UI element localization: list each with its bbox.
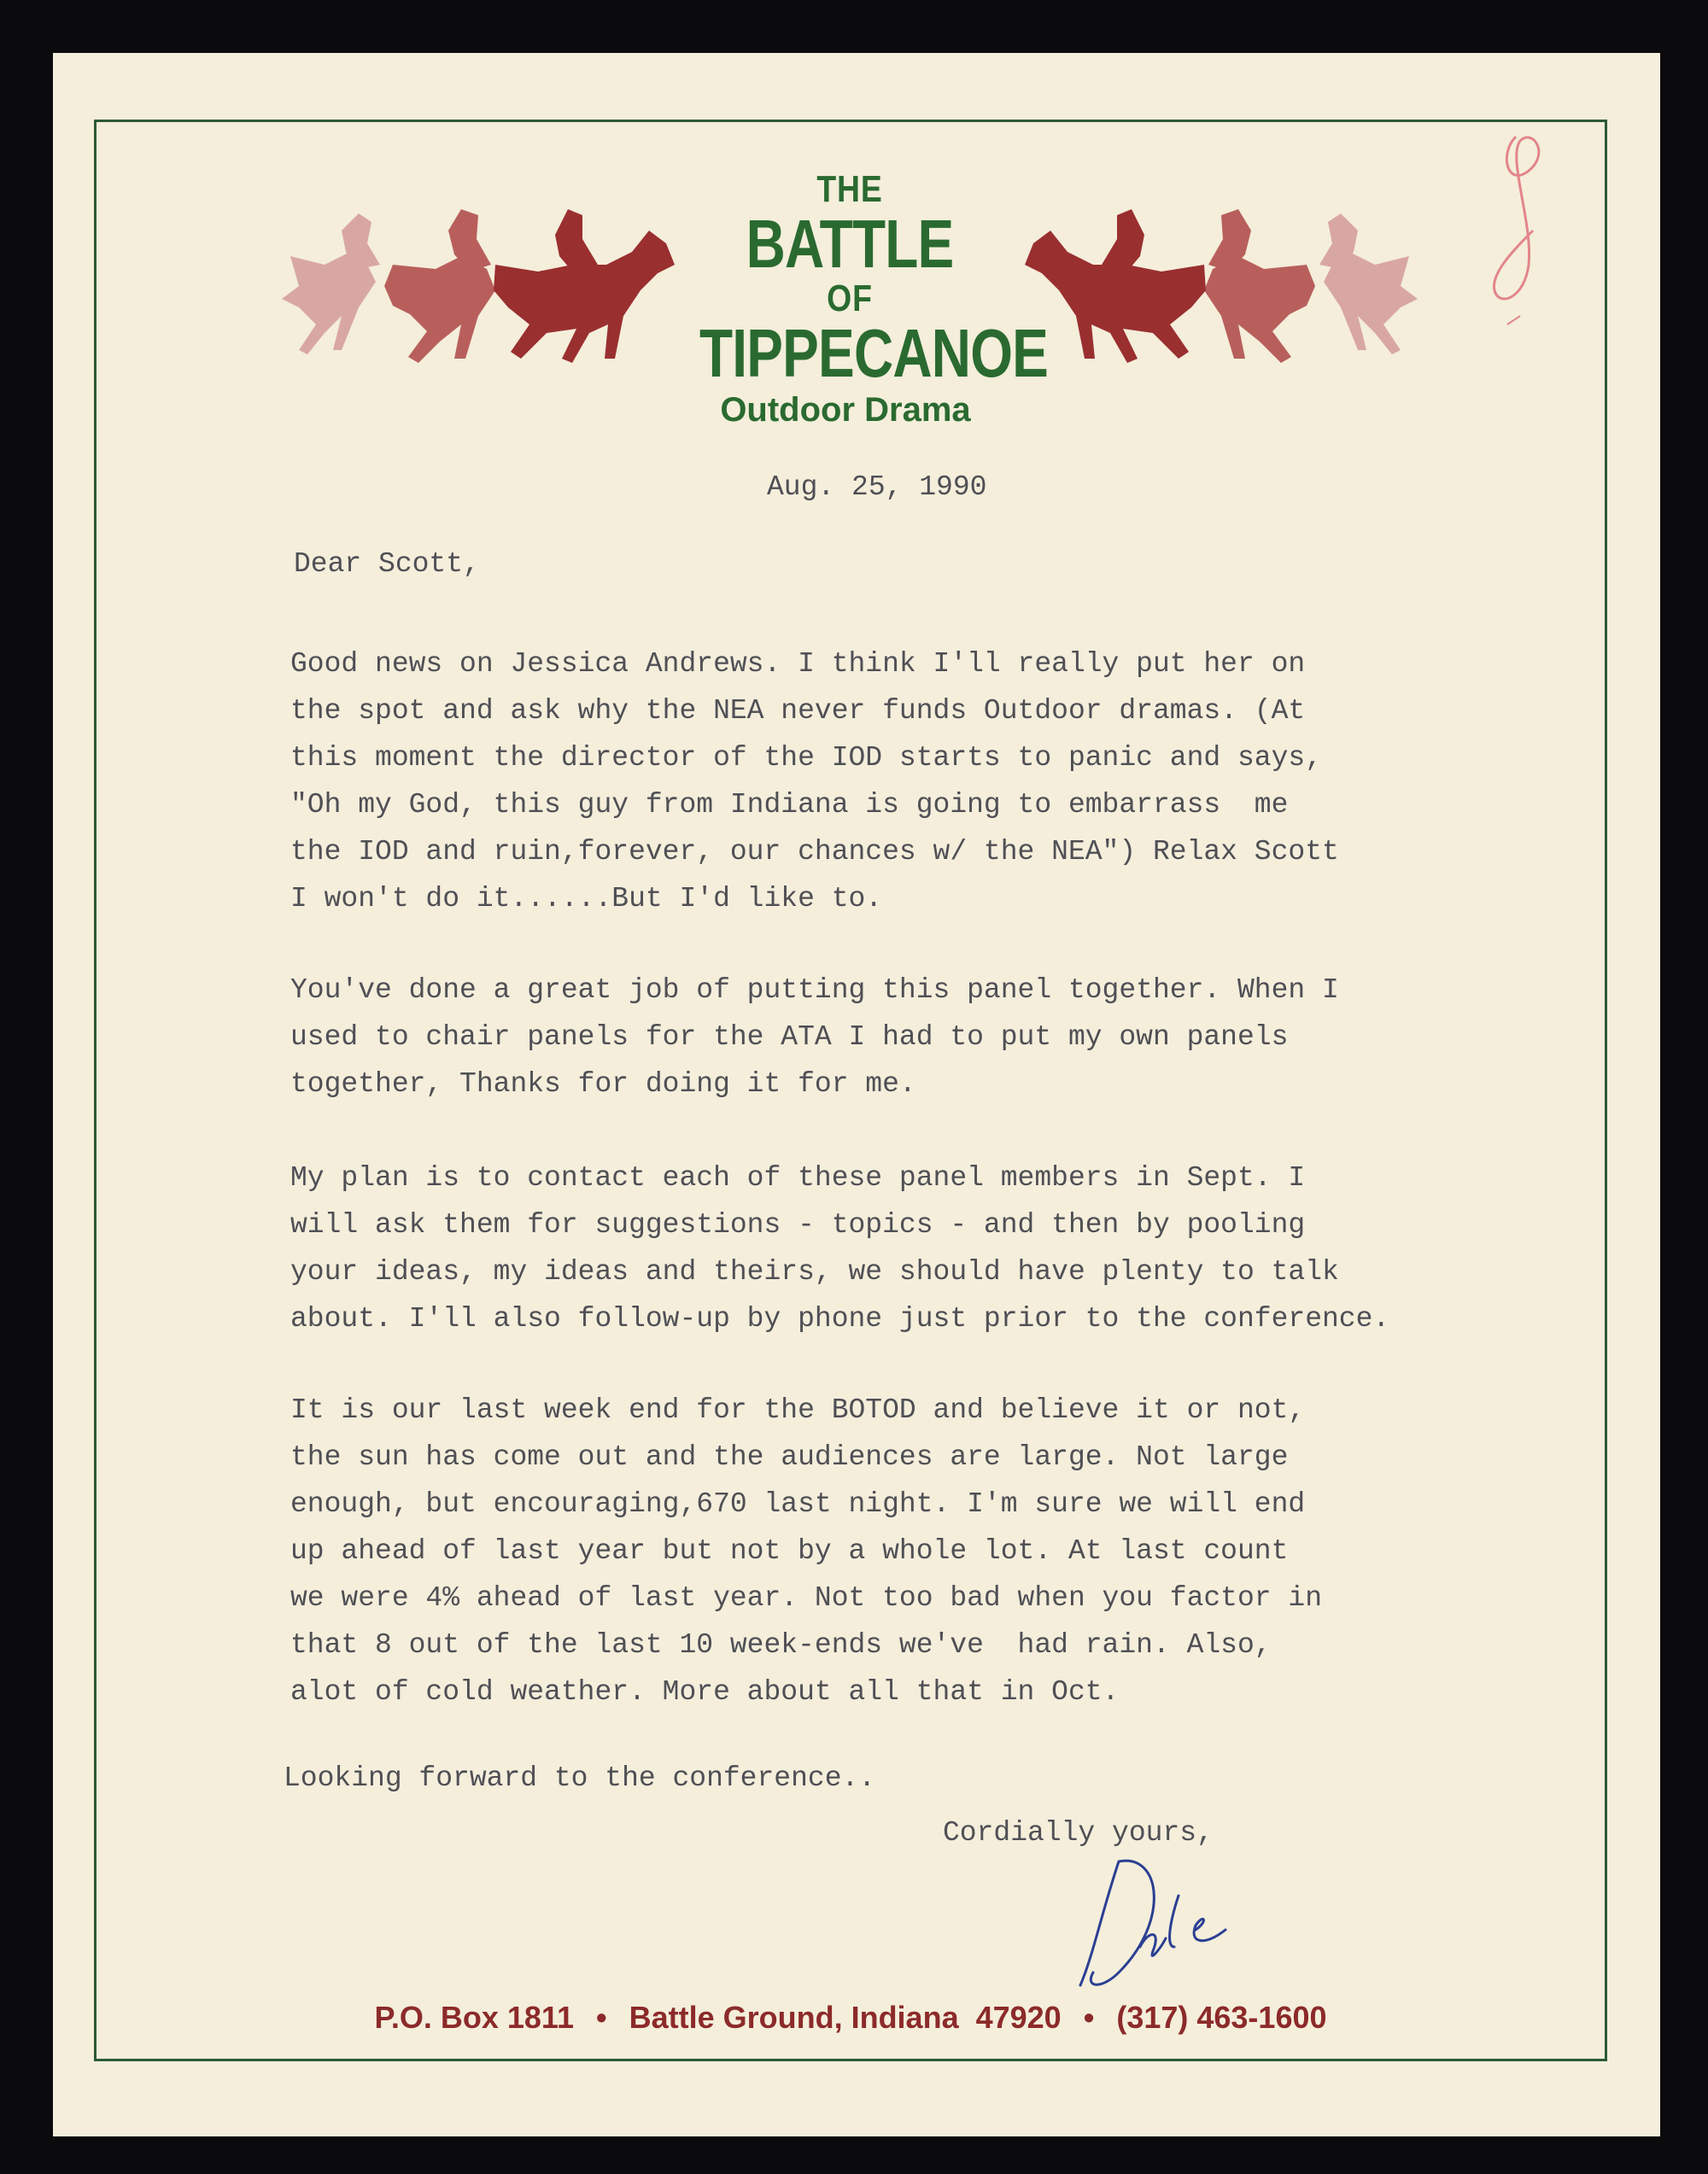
paragraph-line: we were 4% ahead of last year. Not too bad when you factor in: [290, 1582, 1322, 1614]
paragraph-line: the sun has come out and the audiences are large. Not large: [290, 1441, 1289, 1473]
paragraph-4: [290, 1387, 1322, 1715]
paragraph-line: You've done a great job of putting this panel together. When I: [290, 974, 1339, 1006]
footer-separator: •: [1083, 2000, 1095, 2035]
footer-address: Battle Ground, Indiana 47920: [629, 2000, 1062, 2035]
closing-line: Looking forward to the conference..: [284, 1762, 876, 1794]
letterhead-title: [662, 168, 1049, 391]
red-pen-mark: [1482, 120, 1559, 342]
title-the: THE: [816, 168, 883, 210]
paragraph-line: that 8 out of the last 10 week-ends we've had rain. Also,: [290, 1629, 1272, 1661]
paragraph-line: about. I'll also follow-up by phone just prior to the conference.: [290, 1303, 1390, 1335]
footer-phone: (317) 463-1600: [1116, 2000, 1327, 2035]
paragraph-line: It is our last week end for the BOTOD and believe it or not,: [290, 1394, 1306, 1426]
paragraph-line: the IOD and ruin,forever, our chances w/ the NEA") Relax Scott: [290, 836, 1339, 868]
horse-riders-right-illustration: [1016, 205, 1426, 376]
letterhead: [273, 168, 1418, 444]
valediction: Cordially yours,: [943, 1817, 1214, 1849]
letterhead-subtitle: Outdoor Drama: [720, 391, 971, 429]
paragraph-line: "Oh my God, this guy from Indiana is going to embarrass me: [290, 789, 1289, 821]
title-tippecanoe: TIPPECANOE: [699, 315, 1049, 391]
paragraph-line: up ahead of last year but not by a whole lot. At last count: [290, 1535, 1289, 1567]
letter-date: Aug. 25, 1990: [767, 471, 987, 503]
footer-po-box: P.O. Box 1811: [374, 2000, 574, 2035]
paragraph-line: the spot and ask why the NEA never funds Outdoor dramas. (At: [290, 695, 1306, 727]
paragraph-line: I won't do it......But I'd like to.: [290, 883, 883, 915]
title-of: OF: [827, 278, 873, 319]
paragraph-1: [290, 640, 1339, 922]
salutation: Dear Scott,: [294, 548, 480, 580]
paragraph-line: alot of cold weather. More about all that in Oct.: [290, 1676, 1120, 1708]
horse-riders-left-illustration: [273, 205, 683, 376]
paragraph-line: together, Thanks for doing it for me.: [290, 1068, 916, 1100]
paragraph-line: used to chair panels for the ATA I had to put my own panels: [290, 1021, 1289, 1053]
paragraph-line: My plan is to contact each of these panel members in Sept. I: [290, 1162, 1306, 1194]
paragraph-line: Good news on Jessica Andrews. I think I'll really put her on: [290, 648, 1306, 680]
paragraph-line: enough, but encouraging,670 last night. I'm sure we will end: [290, 1488, 1306, 1520]
paragraph-2: [290, 967, 1339, 1107]
letterhead-footer: [94, 2000, 1607, 2036]
handwritten-signature: [1068, 1844, 1238, 1998]
paragraph-line: this moment the director of the IOD starts to panic and says,: [290, 742, 1322, 774]
title-battle: BATTLE: [746, 206, 954, 282]
footer-separator: •: [595, 2000, 607, 2035]
paragraph-line: will ask them for suggestions - topics - and then by pooling: [290, 1209, 1306, 1241]
paragraph-line: your ideas, my ideas and theirs, we should have plenty to talk: [290, 1256, 1339, 1288]
paragraph-3: [290, 1154, 1389, 1342]
